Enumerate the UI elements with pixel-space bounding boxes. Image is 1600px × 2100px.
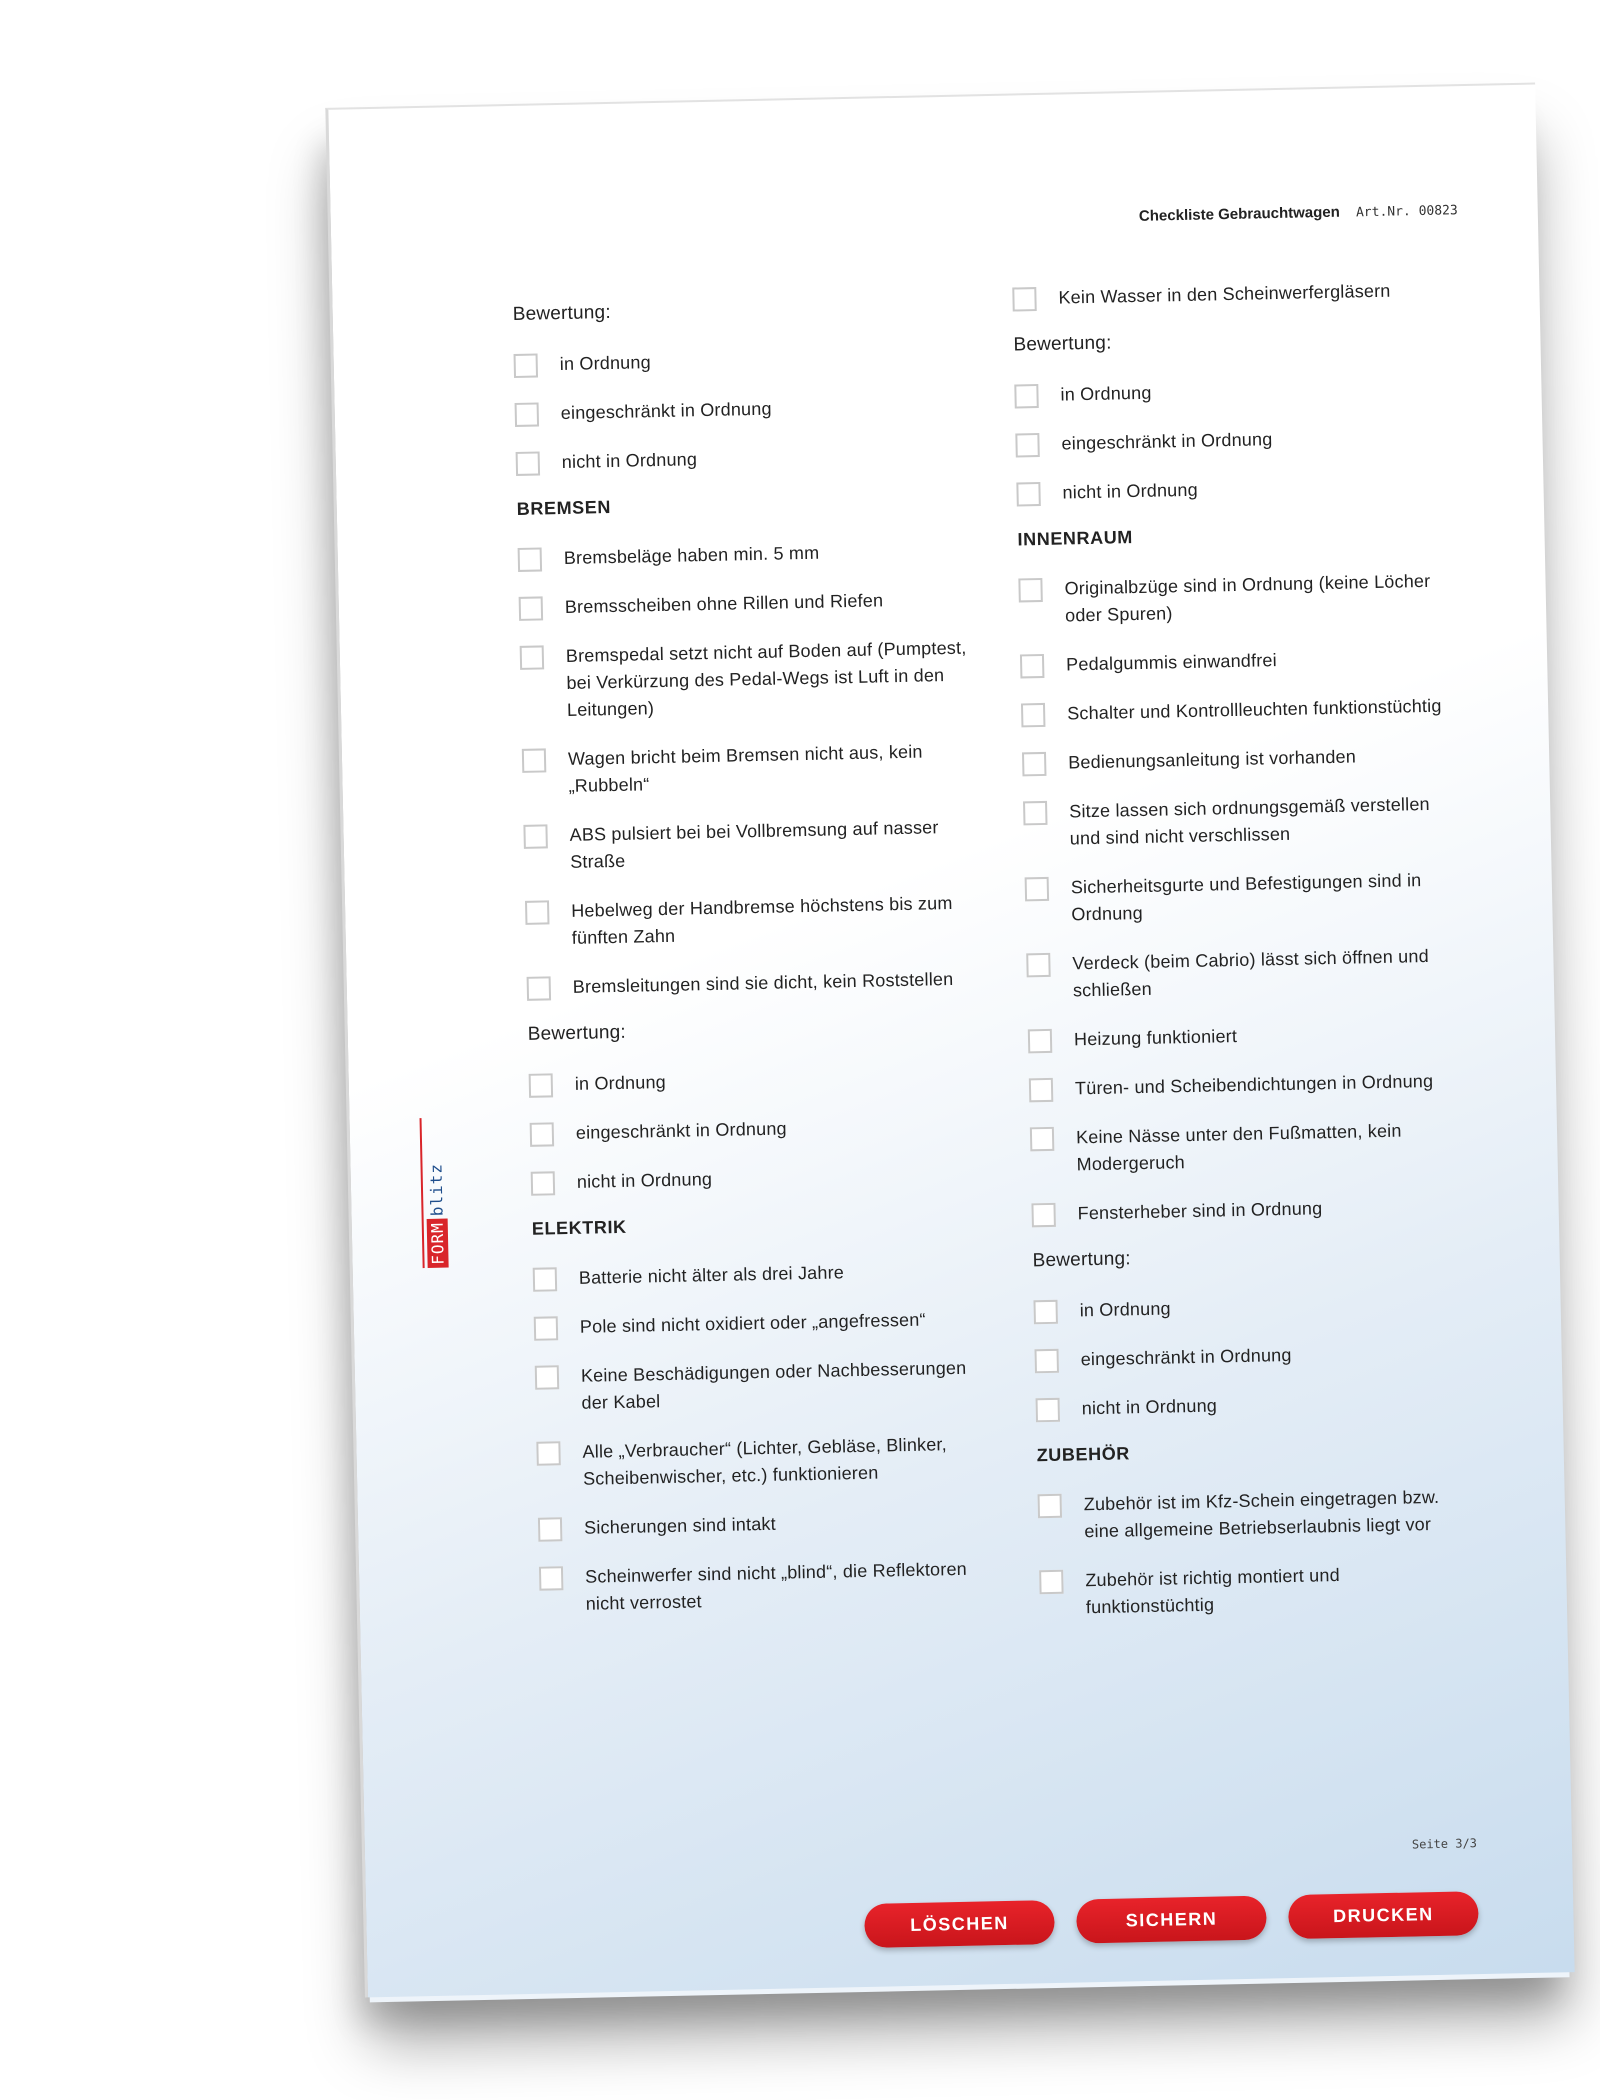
checkbox[interactable] — [1015, 433, 1039, 457]
checklist-item — [515, 392, 965, 428]
item-label: nicht in Ordnung — [576, 1169, 713, 1192]
item-label: Keine Beschädigungen oder Nachbesserungen der Kabel — [580, 1357, 967, 1413]
checkbox[interactable] — [1022, 752, 1046, 776]
item-label: nicht in Ordnung — [1062, 479, 1199, 503]
item-label: ABS pulsiert bei bei Vollbremsung auf nasser Straße — [569, 817, 939, 872]
checkbox[interactable] — [525, 900, 549, 924]
checkbox[interactable] — [514, 353, 538, 377]
checklist-item — [1026, 942, 1457, 1005]
checkbox[interactable] — [1029, 1078, 1053, 1102]
item-label: Fensterheber sind in Ordnung — [1077, 1198, 1323, 1224]
section-title-zubehoer: ZUBEHÖR — [1036, 1443, 1131, 1466]
document-page — [325, 83, 1574, 1998]
checklist-item — [513, 343, 963, 379]
item-label: Sitze lassen sich ordnungsgemäß verstellen und sind nicht verschlissen — [1069, 793, 1430, 849]
item-label: Bremsbeläge haben min. 5 mm — [563, 542, 820, 568]
checklist-item — [1031, 1192, 1461, 1228]
checkbox[interactable] — [1012, 287, 1036, 311]
checklist-item — [1012, 277, 1442, 313]
section-title-innenraum: INNENRAUM — [1017, 527, 1134, 550]
item-label: eingeschränkt in Ordnung — [560, 398, 772, 424]
page-number: Seite 3/3 — [1411, 1836, 1478, 1852]
item-label: eingeschränkt in Ordnung — [575, 1118, 787, 1143]
checklist-item — [1016, 471, 1446, 507]
section-title-bremsen: BREMSEN — [516, 496, 612, 519]
checkbox[interactable] — [1039, 1570, 1063, 1594]
brand-text — [426, 1160, 447, 1268]
checklist-item — [1033, 1289, 1463, 1325]
action-buttons — [864, 1891, 1479, 1948]
checkbox[interactable] — [538, 1517, 562, 1541]
section-title-elektrik: ELEKTRIK — [531, 1216, 627, 1239]
checklist-item — [1034, 1338, 1464, 1374]
checklist-item — [1020, 643, 1450, 679]
checklist-item — [536, 1430, 987, 1493]
item-label: Zubehör ist im Kfz-Schein eingetragen bzw. eine allgemeine Betriebserlaubnis liegt vor — [1083, 1486, 1440, 1542]
save-button[interactable]: SICHERN — [1076, 1896, 1267, 1944]
checkbox[interactable] — [1018, 578, 1042, 602]
checklist-item — [518, 537, 968, 573]
item-label: Sicherungen sind intakt — [583, 1513, 777, 1538]
checkbox[interactable] — [1025, 877, 1049, 901]
checkbox[interactable] — [1030, 1127, 1054, 1151]
item-label: Batterie nicht älter als drei Jahre — [578, 1262, 845, 1288]
document-header — [1139, 201, 1458, 225]
checkbox[interactable] — [535, 1365, 559, 1389]
checklist-item — [522, 737, 973, 800]
checklist-item — [1028, 1018, 1458, 1054]
checkbox[interactable] — [1031, 1203, 1055, 1227]
checkbox[interactable] — [518, 547, 542, 571]
checklist-item — [523, 813, 974, 876]
right-column — [1012, 277, 1470, 1645]
bewertung-label: Bewertung: — [512, 301, 612, 325]
checkbox[interactable] — [1038, 1494, 1062, 1518]
checklist-item — [1029, 1067, 1459, 1103]
checkbox[interactable] — [533, 1267, 557, 1291]
item-label: Verdeck (beim Cabrio) lässt sich öffnen und schließen — [1072, 945, 1430, 1001]
checklist-item — [539, 1555, 990, 1618]
checkbox[interactable] — [523, 824, 547, 848]
item-label: Zubehör ist richtig montiert und funktionstüchtig — [1085, 1564, 1341, 1618]
checkbox[interactable] — [1020, 654, 1044, 678]
item-label: Heizung funktioniert — [1073, 1025, 1238, 1050]
checklist-item — [1022, 741, 1452, 777]
checkbox[interactable] — [519, 596, 543, 620]
checkbox[interactable] — [1021, 703, 1045, 727]
checkbox[interactable] — [522, 748, 546, 772]
checklist-item — [1037, 1483, 1468, 1546]
checklist-item — [1015, 422, 1445, 458]
checklist-item — [538, 1506, 988, 1542]
checklist-item — [516, 441, 966, 477]
checklist-item — [1021, 692, 1451, 728]
brand-blitz: blitz — [426, 1162, 447, 1217]
item-label: Alle „Verbraucher“ (Lichter, Gebläse, Blinker, Scheibenwischer, etc.) funktionieren — [582, 1434, 948, 1489]
checklist-item — [1039, 1559, 1470, 1622]
item-label: Bremsscheiben ohne Rillen und Riefen — [564, 590, 884, 617]
checkbox[interactable] — [1034, 1349, 1058, 1373]
item-label: Originalbzüge sind in Ordnung (keine Löcher oder Spuren) — [1064, 570, 1431, 626]
document-title: Checkliste Gebrauchtwagen — [1138, 203, 1341, 225]
item-label: Wagen bricht beim Bremsen nicht aus, kein „Rubbeln“ — [567, 741, 923, 796]
item-label: eingeschränkt in Ordnung — [1061, 429, 1273, 454]
item-label: Türen- und Scheibendichtungen in Ordnung — [1074, 1070, 1434, 1099]
checklist-item — [527, 965, 977, 1001]
item-label: nicht in Ordnung — [1081, 1395, 1218, 1419]
item-label: in Ordnung — [559, 352, 652, 375]
item-label: Kein Wasser in den Scheinwerfergläsern — [1058, 280, 1391, 308]
checkbox[interactable] — [1026, 953, 1050, 977]
item-label: Bedienungsanleitung ist vorhanden — [1068, 746, 1357, 773]
checkbox[interactable] — [1014, 384, 1038, 408]
checkbox[interactable] — [531, 1171, 555, 1195]
brand-logo — [420, 1118, 448, 1268]
bewertung-label: Bewertung: — [527, 1021, 627, 1045]
checkbox[interactable] — [536, 1441, 560, 1465]
item-label: Pedalgummis einwandfrei — [1065, 650, 1278, 675]
checklist-item — [520, 635, 972, 725]
item-label: Keine Nässe unter den Fußmatten, kein Modergeruch — [1075, 1120, 1402, 1175]
checklist-item — [1023, 790, 1454, 853]
checklist-item — [530, 1111, 980, 1147]
item-label: nicht in Ordnung — [561, 449, 698, 473]
checklist-item — [531, 1160, 981, 1196]
item-label: Sicherheitsgurte und Befestigungen sind in Ordnung — [1070, 870, 1422, 925]
item-label: Bremsleitungen sind sie dicht, kein Roststellen — [572, 968, 954, 997]
checkbox[interactable] — [1028, 1029, 1052, 1053]
item-label: in Ordnung — [1060, 382, 1152, 405]
checkbox[interactable] — [1016, 482, 1040, 506]
left-column — [512, 287, 990, 1641]
checklist-item — [1025, 866, 1456, 929]
checklist-item — [1035, 1387, 1465, 1423]
checkbox[interactable] — [515, 402, 539, 426]
item-label: in Ordnung — [1079, 1298, 1171, 1321]
checklist-item — [1014, 374, 1444, 410]
item-label: Schalter und Kontrollleuchten funktionstüchtig — [1066, 695, 1442, 724]
item-label: Pole sind nicht oxidiert oder „angefressen“ — [579, 1309, 926, 1337]
checklist-item — [519, 586, 969, 622]
checkbox[interactable] — [1023, 801, 1047, 825]
print-button[interactable]: DRUCKEN — [1288, 1891, 1479, 1939]
checklist-item — [535, 1354, 986, 1417]
checklist-item — [525, 889, 976, 952]
checkbox[interactable] — [1033, 1300, 1057, 1324]
checkbox[interactable] — [534, 1316, 558, 1340]
bewertung-label: Bewertung: — [1032, 1248, 1131, 1272]
bewertung-label: Bewertung: — [1013, 332, 1112, 356]
checkbox[interactable] — [527, 976, 551, 1000]
item-label: Hebelweg der Handbremse höchstens bis zum fünften Zahn — [571, 892, 953, 948]
brand-form: FORM — [427, 1219, 449, 1268]
item-label: Scheinwerfer sind nicht „blind“, die Reflektoren nicht verrostet — [584, 1558, 968, 1614]
checklist-item — [529, 1062, 979, 1098]
checkbox[interactable] — [1036, 1398, 1060, 1422]
item-label: eingeschränkt in Ordnung — [1080, 1344, 1292, 1370]
checklist-item — [534, 1305, 984, 1341]
article-number: Art.Nr. 00823 — [1355, 203, 1458, 221]
checkbox[interactable] — [520, 645, 544, 669]
checklist-item — [1030, 1116, 1461, 1179]
item-label: in Ordnung — [574, 1071, 667, 1094]
checklist-item — [1018, 567, 1449, 630]
checklist-item — [533, 1256, 983, 1292]
brand-line — [420, 1118, 425, 1268]
checkbox[interactable] — [530, 1122, 554, 1146]
checkbox[interactable] — [529, 1073, 553, 1097]
checkbox[interactable] — [539, 1566, 563, 1590]
delete-button[interactable]: LÖSCHEN — [864, 1900, 1055, 1948]
checkbox[interactable] — [516, 451, 540, 475]
item-label: Bremspedal setzt nicht auf Boden auf (Pumptest, bei Verkürzung des Pedal-Wegs ist Luft in den Leitungen) — [565, 637, 967, 720]
